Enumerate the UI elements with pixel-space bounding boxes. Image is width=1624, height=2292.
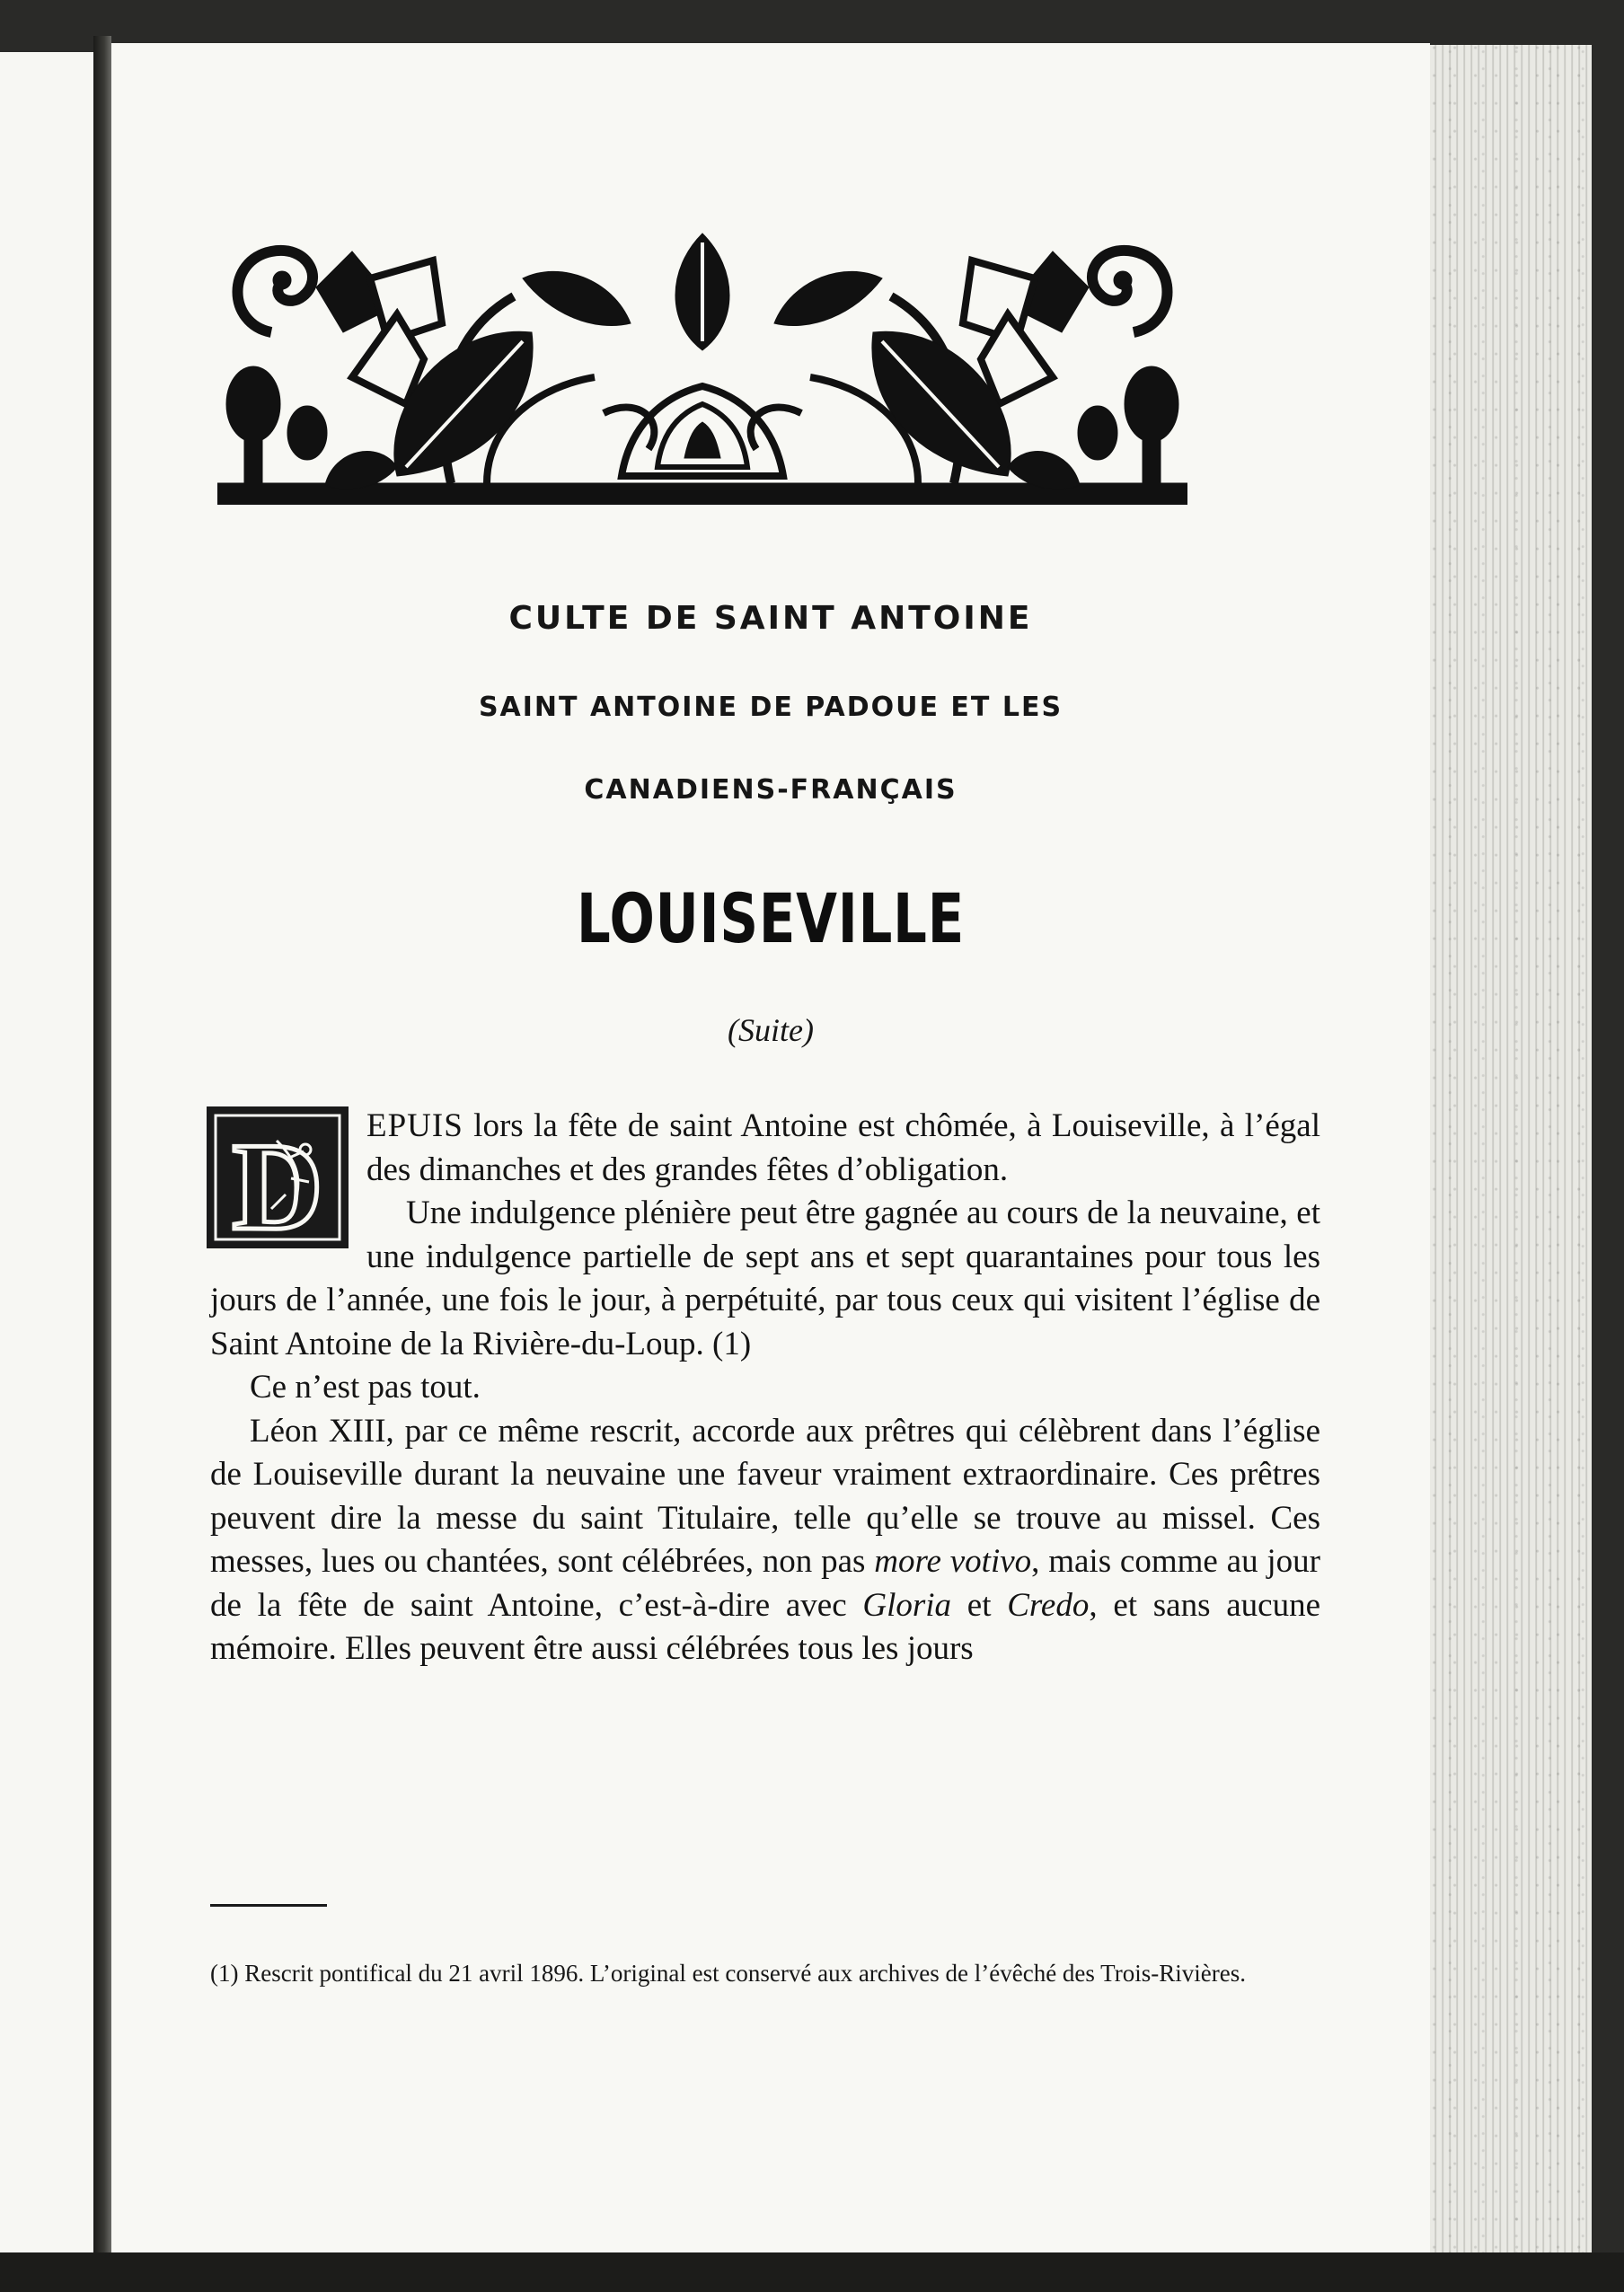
italic-gloria: Gloria (862, 1586, 952, 1624)
paragraph-4-text-d: , et sans aucune mémoire. Elles peuvent être aussi célébrées tous les jours (210, 1586, 1320, 1667)
paragraph-4-text-a: Léon XIII, par ce même rescrit, accorde aux prêtres qui célèbrent dans l’église de Louiseville durant la neuvaine une faveur vraiment extraordinaire. Ces prêtres peuvent dire la messe du saint Titulaire, telle qu’elle se trouve au missel. Ces messes, lues ou chantées, sont célébrées, non pas (210, 1412, 1320, 1580)
footnote-text: (1) Rescrit pontifical du 21 avril 1896. L’original est conservé aux archives de l’évêché des Trois-Rivières. (210, 1960, 1246, 1987)
italic-credo: Credo (1007, 1586, 1090, 1624)
paragraph-1 (210, 1105, 1320, 1192)
body-text (210, 1105, 1320, 1671)
paragraph-2: Une indulgence plénière peut être gagnée au cours de la neuvaine, et une indulgence partielle de sept ans et sept quarantaines pour tous les jours de l’année, une fois le jour, à perpétuité, par tous ceux qui visitent l’église de Saint Antoine de la Rivière-du-Loup. (1) (210, 1194, 1320, 1362)
paragraph-4-text-c: et (951, 1586, 1008, 1624)
suite-label: (Suite) (728, 1012, 814, 1048)
section-heading-culte: CULTE DE SAINT ANTOINE (508, 600, 1033, 637)
page-edges-stack (1430, 45, 1592, 2254)
paragraph-4-text-b: , mais comme au jour de la fête de saint Antoine, c’est-à-dire avec (210, 1543, 1321, 1624)
italic-more-votivo: more votivo (874, 1543, 1032, 1580)
floral-lotus-headpiece-icon (217, 225, 1187, 505)
book-page (111, 43, 1430, 2261)
facing-page-edge (0, 52, 93, 2252)
dropcap-letter-icon (205, 1105, 350, 1250)
book-gutter (93, 36, 111, 2281)
subheading-canadiens: CANADIENS-FRANÇAIS (584, 774, 958, 806)
scan-bottom-border (0, 2252, 1624, 2292)
footnote (210, 1956, 1320, 1990)
svg-text:D: D (232, 1117, 323, 1250)
page-title: LOUISEVILLE (577, 878, 965, 958)
subheading-saint-antoine: SAINT ANTOINE DE PADOUE ET LES (478, 692, 1064, 723)
lead-word: EPUIS (366, 1107, 463, 1144)
paragraph-3: Ce n’est pas tout. (250, 1369, 481, 1406)
paragraph-4 (210, 1410, 1320, 1671)
footnote-rule (210, 1904, 327, 1907)
paragraph-1-text: lors la fête de saint Antoine est chômée, à Louiseville, à l’égal des dimanches et des grandes fêtes d’obligation. (366, 1107, 1320, 1188)
